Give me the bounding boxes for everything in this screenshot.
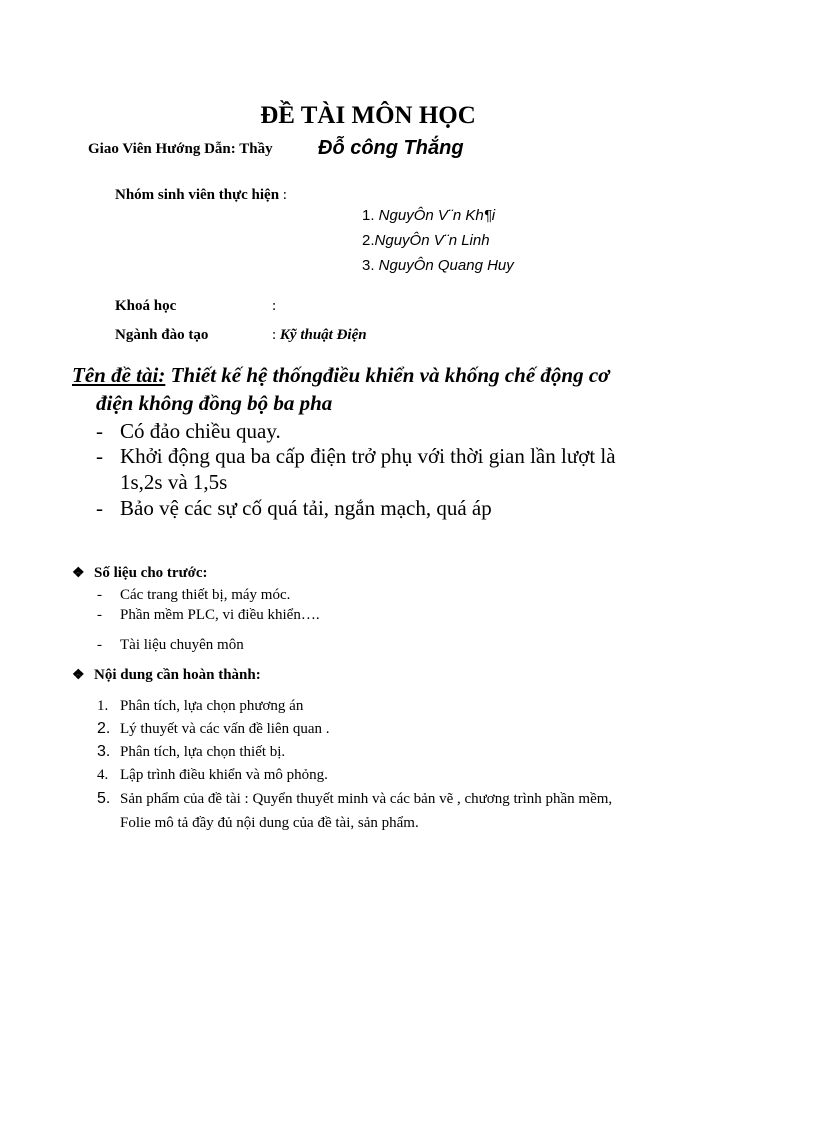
topic-text-continued: điện không đồng bộ ba pha	[96, 391, 333, 415]
member-name: NguyÔn V¨n Linh	[374, 232, 490, 249]
given-item-dash: -	[97, 637, 102, 653]
topic-label: Tên đề tài:	[72, 363, 166, 387]
topic-heading	[72, 363, 609, 388]
member-item	[362, 232, 490, 249]
member-item	[362, 207, 495, 224]
member-number: 1.	[362, 207, 375, 224]
group-label-text: Nhóm sinh viên thực hiện	[115, 187, 280, 203]
content-item-number: 4.	[97, 767, 109, 783]
major-label: Ngành đào tạo	[115, 327, 209, 343]
content-item: Phân tích, lựa chọn thiết bị.	[120, 744, 286, 760]
given-item: Phần mềm PLC, vi điều khiển….	[120, 607, 320, 623]
given-item-dash: -	[97, 587, 102, 603]
member-number: 3.	[362, 257, 375, 274]
requirement-dash: -	[96, 419, 103, 443]
given-item: Các trang thiết bị, máy móc.	[120, 587, 291, 603]
content-item-number: 5.	[97, 790, 111, 807]
major-field	[272, 327, 367, 344]
content-item-continued: Folie mô tả đầy đủ nội dung của đề tài, sản phẩm.	[120, 815, 419, 831]
major-colon: :	[272, 327, 280, 343]
requirement-dash: -	[96, 496, 103, 520]
diamond-bullet-icon: ❖	[72, 668, 85, 683]
member-name: NguyÔn Quang Huy	[374, 257, 514, 274]
member-item	[362, 257, 514, 274]
major-value: Kỹ thuật Điện	[279, 327, 367, 343]
content-item-number: 1.	[97, 698, 109, 714]
content-item-number: 2.	[97, 720, 111, 737]
course-label: Khoá học	[115, 298, 177, 314]
content-item: Lập trình điều khiển và mô phỏng.	[120, 767, 328, 783]
requirement-dash: -	[96, 444, 103, 468]
content-item: Phân tích, lựa chọn phương án	[120, 698, 304, 714]
diamond-bullet-icon: ❖	[72, 566, 85, 581]
requirement-item-continued: 1s,2s và 1,5s	[120, 470, 228, 494]
given-item-dash: -	[97, 607, 102, 623]
given-item: Tài liệu chuyên môn	[120, 637, 244, 653]
content-item: Sản phẩm của đề tài : Quyển thuyết minh và các bản vẽ , chương trình phần mềm,	[120, 791, 613, 807]
requirement-item: Khởi động qua ba cấp điện trở phụ với thời gian lần lượt là	[120, 444, 616, 468]
given-data-heading	[72, 565, 208, 582]
topic-text: Thiết kế hệ thốngđiều khiển và khống chế động cơ	[165, 363, 610, 387]
requirement-item: Bảo vệ các sự cố quá tải, ngắn mạch, quá áp	[120, 496, 492, 520]
member-number: 2.	[362, 232, 375, 249]
member-name: NguyÔn V¨n Kh¶i	[374, 207, 496, 224]
group-label-colon: :	[279, 187, 287, 203]
advisor-label: Giao Viên Hướng Dẫn: Thầy	[88, 141, 273, 157]
course-colon: :	[272, 298, 277, 314]
content-heading	[72, 667, 261, 684]
content-item: Lý thuyết và các vấn đề liên quan .	[120, 721, 330, 737]
group-label	[115, 187, 287, 204]
advisor-name: Đỗ công Thắng	[318, 137, 464, 159]
content-heading-text: Nội dung cần hoàn thành:	[94, 667, 261, 683]
requirement-item: Có đảo chiều quay.	[120, 419, 281, 443]
content-item-number: 3.	[97, 743, 111, 760]
document-title: ĐỀ TÀI MÔN HỌC	[260, 102, 476, 129]
given-data-heading-text: Số liệu cho trước:	[94, 565, 208, 581]
